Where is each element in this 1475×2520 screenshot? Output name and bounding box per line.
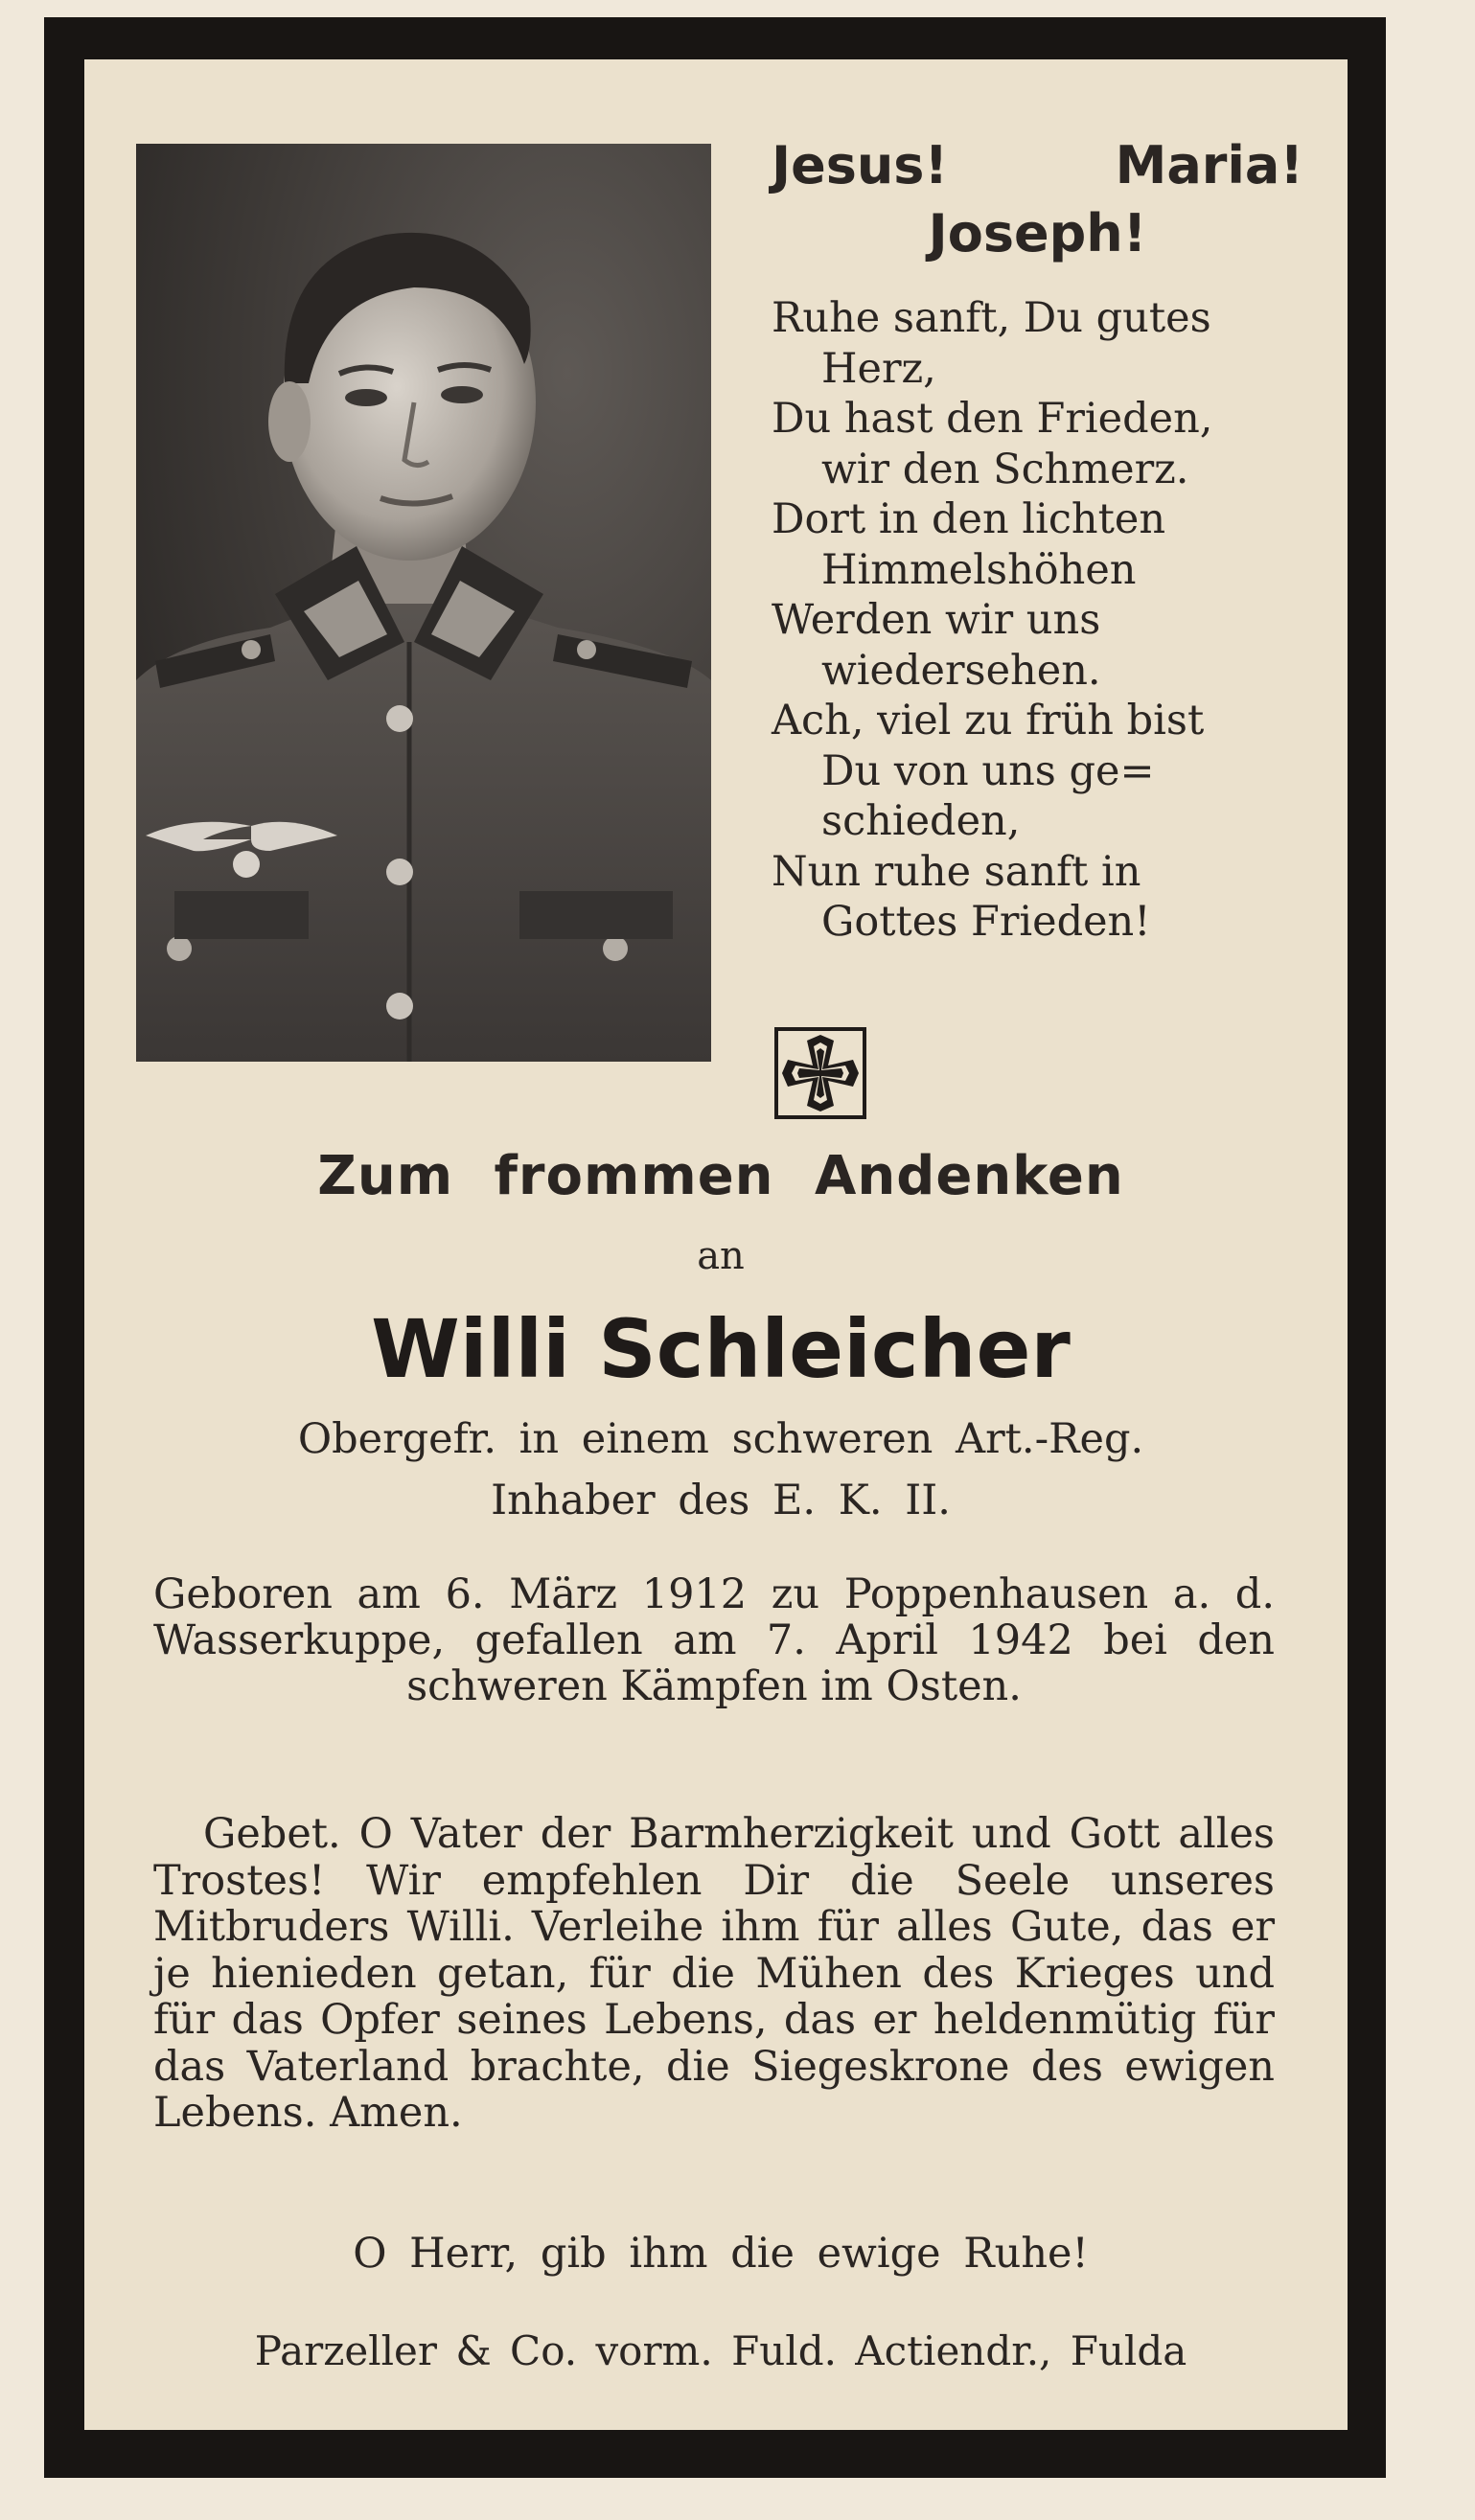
heading-joseph: Joseph! (928, 203, 1147, 263)
soldier-portrait-photo (136, 144, 711, 1062)
birth-death-paragraph: Geboren am 6. März 1912 zu Poppenhausen a. d. Wasserkuppe, gefallen am 7. April 1942 bei den schweren Kämpfen im Osten. (153, 1570, 1275, 1710)
prayer-paragraph: Gebet. O Vater der Barmherzigkeit und Gott alles Trostes! Wir empfehlen Dir die Seele unseres Mitbruders Willi. Verleihe ihm für alles Gute, das er je hienieden getan, für die Mühen des Krieges und für das Opfer seines Lebens, das er heldenmütig für das Vaterland brachte, die Siegeskrone des ewigen Lebens. Amen. (153, 1810, 1275, 2137)
heading-maria: Maria! (1115, 135, 1303, 195)
religious-verse (772, 132, 1303, 948)
verse-line: Du von uns ge= (821, 746, 1155, 795)
verse-line: wiedersehen. (821, 646, 1101, 695)
rank-line: Obergefr. in einem schweren Art.-Reg. (297, 1415, 1144, 1463)
verse-line: Dort in den lichten (772, 495, 1166, 543)
holy-family-heading (772, 132, 1303, 199)
verse-line: schieden, (821, 797, 1021, 845)
iron-cross-icon (774, 1027, 866, 1119)
memorial-title: Zum frommen Andenken (317, 1145, 1124, 1207)
verse-line: Ruhe sanft, Du gutes (772, 294, 1211, 342)
verse-line: Nun ruhe sanft in (772, 847, 1141, 896)
verse-line: Himmelshöhen (821, 545, 1137, 594)
verse-line: Gottes Frieden! (821, 898, 1151, 946)
closing-line: O Herr, gib ihm die ewige Ruhe! (353, 2230, 1089, 2278)
verse-line: Werden wir uns (772, 596, 1101, 644)
verse-line: Ach, viel zu früh bist (772, 697, 1205, 745)
heading-jesus: Jesus! (772, 135, 949, 195)
memorial-heading-block (136, 1131, 1305, 1531)
verse-line: Herz, (821, 344, 936, 393)
decoration-line: Inhaber des E. K. II. (491, 1477, 951, 1524)
verse-line: Du hast den Frieden, (772, 395, 1213, 443)
deceased-name: Willi Schleicher (371, 1302, 1071, 1396)
printer-imprint: Parzeller & Co. vorm. Fuld. Actiendr., Fulda (254, 2327, 1187, 2374)
memorial-an: an (697, 1234, 745, 1278)
verse-line: wir den Schmerz. (821, 445, 1189, 493)
